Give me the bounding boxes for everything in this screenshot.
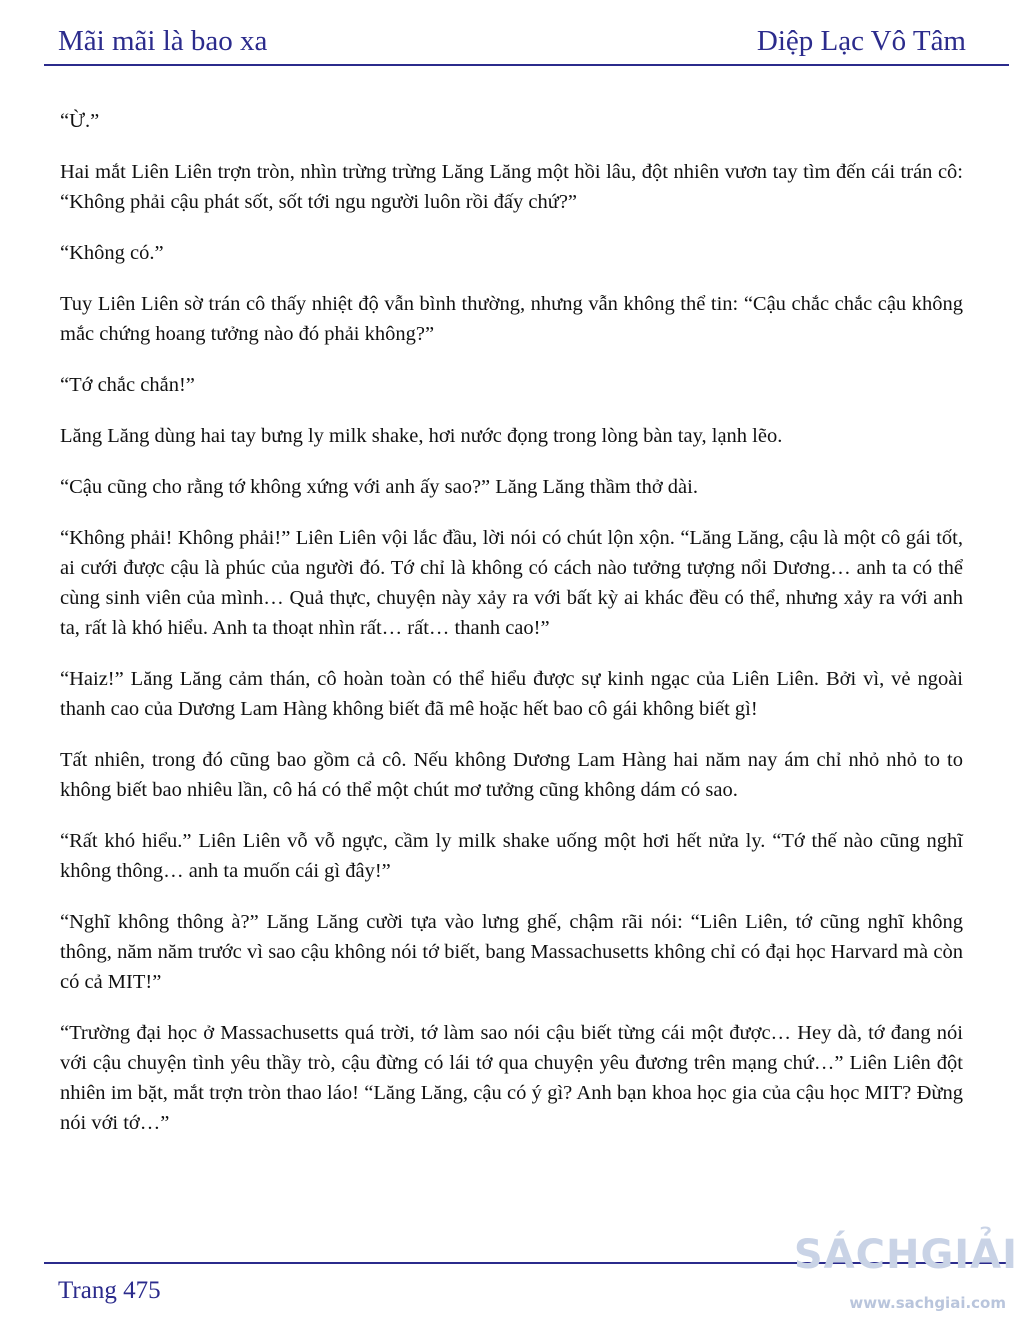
paragraph: “Cậu cũng cho rằng tớ không xứng với anh ấy sao?” Lăng Lăng thầm thở dài. [60, 476, 698, 498]
paragraph: “Trường đại học ở Massachusetts quá trời, tớ làm sao nói cậu biết từng cái một được… Hey dà, tớ đang nói với cậu chuyện tình yêu thầy trò, cậu đừng có lái tớ qua chuyện yêu đương trên mạng chứ…” Liên Liên đột nhiên im bặt, mắt trợn tròn thao láo! “Lăng Lăng, cậu có ý gì? Anh bạn khoa học gia của cậu học MIT? Đừng nói với tớ…” [60, 1022, 963, 1134]
paragraph: Tuy Liên Liên sờ trán cô thấy nhiệt độ vẫn bình thường, nhưng vẫn không thể tin: “Cậu chắc chắc cậu không mắc chứng hoang tưởng nào đó phải không?” [60, 293, 963, 345]
paragraph: “Nghĩ không thông à?” Lăng Lăng cười tựa vào lưng ghế, chậm rãi nói: “Liên Liên, tớ cũng nghĩ không thông, năm năm trước vì sao cậu không nói tớ biết, bang Massachusetts không chỉ có đại học Harvard mà còn có cả MIT!” [60, 911, 963, 993]
paragraph: Tất nhiên, trong đó cũng bao gồm cả cô. Nếu không Dương Lam Hàng hai năm nay ám chỉ nhỏ nhỏ to to không biết bao nhiêu lần, cô há có thể một chút mơ tưởng cũng không dám có sao. [60, 749, 963, 801]
watermark [793, 1232, 1024, 1322]
watermark-url: www.sachgiai.com [849, 1294, 1006, 1312]
book-title: Mãi mãi là bao xa [58, 25, 268, 57]
paragraph: “Không có.” [60, 242, 164, 264]
page-body [60, 106, 963, 1159]
header-divider [44, 64, 1009, 66]
watermark-logo: SÁCHGIẢI [793, 1232, 1018, 1278]
paragraph: Lăng Lăng dùng hai tay bưng ly milk shake, hơi nước đọng trong lòng bàn tay, lạnh lẽo. [60, 425, 783, 447]
author-name: Diệp Lạc Vô Tâm [756, 25, 966, 57]
paragraph: “Không phải! Không phải!” Liên Liên vội lắc đầu, lời nói có chút lộn xộn. “Lăng Lăng, cậu là một cô gái tốt, ai cưới được cậu là phúc của người đó. Tớ chỉ là không có cách nào tưởng tượng nổi Dương… anh ta có thể cùng sinh viên của mình… Quả thực, chuyện này xảy ra với bất kỳ ai khác đều có thể, nhưng xảy ra với anh ta, rất là khó hiểu. Anh ta thoạt nhìn rất… rất… thanh cao!” [60, 527, 963, 639]
paragraph: “Tớ chắc chắn!” [60, 374, 195, 396]
page-number: Trang 475 [58, 1277, 161, 1304]
paragraph: Hai mắt Liên Liên trợn tròn, nhìn trừng trừng Lăng Lăng một hồi lâu, đột nhiên vươn tay tìm đến cái trán cô: “Không phải cậu phát sốt, sốt tới ngu người luôn rồi đấy chứ?” [60, 161, 963, 213]
paragraph: “Ừ.” [60, 110, 100, 132]
paragraph: “Haiz!” Lăng Lăng cảm thán, cô hoàn toàn có thể hiểu được sự kinh ngạc của Liên Liên. Bởi vì, vẻ ngoài thanh cao của Dương Lam Hàng không biết đã mê hoặc hết bao cô gái không biết gì! [60, 668, 963, 720]
page-header [0, 0, 1024, 68]
paragraph: “Rất khó hiểu.” Liên Liên vỗ vỗ ngực, cầm ly milk shake uống một hơi hết nửa ly. “Tớ thế nào cũng nghĩ không thông… anh ta muốn cái gì đây!” [60, 830, 963, 882]
